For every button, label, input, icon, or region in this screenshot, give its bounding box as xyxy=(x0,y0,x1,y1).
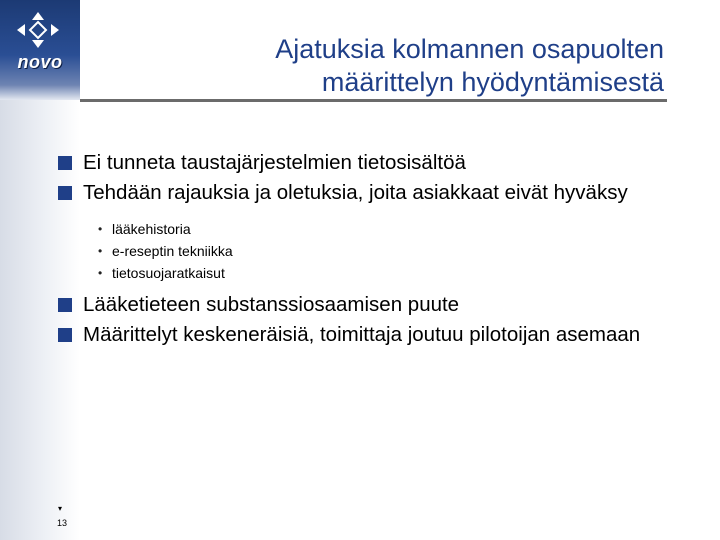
title-underline xyxy=(80,99,667,102)
bullet-item xyxy=(58,150,678,176)
dot-bullet-icon: • xyxy=(98,266,103,280)
bullet-item xyxy=(58,180,678,206)
dot-bullet-icon: • xyxy=(98,244,103,258)
square-bullet-icon xyxy=(58,186,72,200)
dot-bullet-icon: • xyxy=(98,222,103,236)
logo-wordmark: novo xyxy=(17,52,63,72)
bullet-text: Lääketieteen substanssiosaamisen puute xyxy=(83,293,460,316)
slide-title-line-2: määrittelyn hyödyntämisestä xyxy=(321,67,664,97)
sub-bullet-text: lääkehistoria xyxy=(112,221,191,237)
sub-bullet-text: tietosuojaratkaisut xyxy=(112,265,225,281)
page-number: 13 xyxy=(57,518,68,528)
sub-bullet-text: e-reseptin tekniikka xyxy=(112,243,233,259)
bullet-item xyxy=(58,292,678,318)
square-bullet-icon xyxy=(58,328,72,342)
footer-mark: ▾ xyxy=(58,504,63,513)
novo-logo xyxy=(0,0,80,100)
diamond-arrows-icon xyxy=(14,10,62,50)
bullet-text: Määrittelyt keskeneräisiä, toimittaja joutuu pilotoijan asemaan xyxy=(83,323,641,346)
slide-title-line-1: Ajatuksia kolmannen osapuolten xyxy=(275,34,664,64)
slide-body xyxy=(58,150,678,348)
square-bullet-icon xyxy=(58,298,72,312)
slide-title xyxy=(104,33,664,99)
square-bullet-icon xyxy=(58,156,72,170)
sub-bullet-list xyxy=(58,218,678,284)
bullet-item xyxy=(58,322,678,348)
bullet-text: Ei tunneta taustajärjestelmien tietosisältöä xyxy=(83,151,466,174)
sub-bullet-item xyxy=(98,262,678,284)
sub-bullet-item xyxy=(98,240,678,262)
bullet-text: Tehdään rajauksia ja oletuksia, joita asiakkaat eivät hyväksy xyxy=(83,181,628,204)
sub-bullet-item xyxy=(98,218,678,240)
